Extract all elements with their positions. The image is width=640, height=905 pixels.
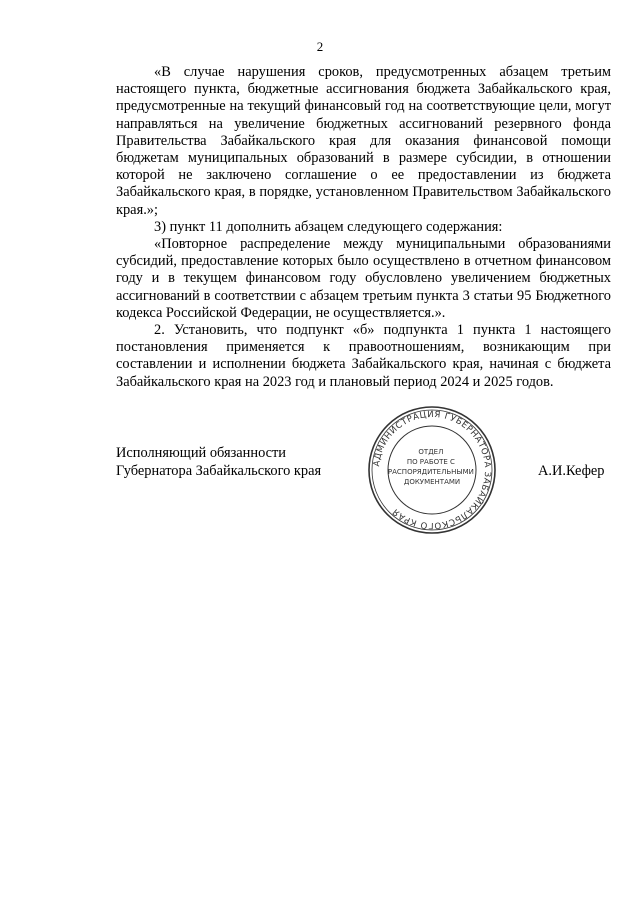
signatory-name: А.И.Кефер [538, 463, 605, 479]
signatory-position-line1: Исполняющий обязанности [116, 445, 287, 461]
paragraph-point-11: 3) пункт 11 дополнить абзацем следующего содержания: [154, 218, 503, 235]
paragraph-quote-redistribution: «Повторное распределение между муниципальными образованиями субсидий, предоставление которых было осуществлено в отчетном финансовом году и в текущем финансовом году обусловлено увеличением бюджетных ассигнований в соответствии с абзацем третьим пункта 3 статьи 95 Бюджетного кодекса Российской Федерации, не осуществляется.». [116, 236, 611, 321]
signatory-position-line2: Губернатора Забайкальского края [116, 463, 322, 479]
signatory-position [116, 444, 321, 480]
svg-text:ОТДЕЛ ПО РАБОТЕ С: ОТДЕЛ ПО РАБОТЕ С РАСПОРЯДИТЕЛЬНЫМИ ДОКУМЕНТАМИ [387, 448, 474, 486]
document-body [116, 64, 611, 391]
page-number: 2 [316, 39, 324, 54]
official-stamp-icon [366, 404, 498, 536]
paragraph-quote-reserve-fund: «В случае нарушения сроков, предусмотренных абзацем третьим настоящего пункта, бюджетные ассигнования бюджета Забайкальского края, предусмотренные на текущий финансовый год на соответствующие цели, могут направляться на увеличение бюджетных ассигнований резервного фонда Правительства Забайкальского края для оказания финансовой помощи бюджетам муниципальных образований в размере субсидии, в отношении которой не заключено соглашение о ее предоставлении из бюджета Забайкальского края, в порядке, установленном Правительством Забайкальского края.»; [116, 64, 611, 218]
svg-text:АДМИНИСТРАЦИЯ ГУБЕРНАТОРА ЗАБА: АДМИНИСТРАЦИЯ ГУБЕРНАТОРА ЗАБАЙКАЛЬСКОГО КРАЯ [372, 409, 493, 531]
paragraph-item-2: 2. Установить, что подпункт «б» подпункта 1 пункта 1 настоящего постановления применяется к правоотношениям, возникающим при составлении и исполнении бюджета Забайкальского края, начиная с бюджета Забайкальского края на 2023 год и плановый период 2024 и 2025 годов. [116, 322, 611, 390]
